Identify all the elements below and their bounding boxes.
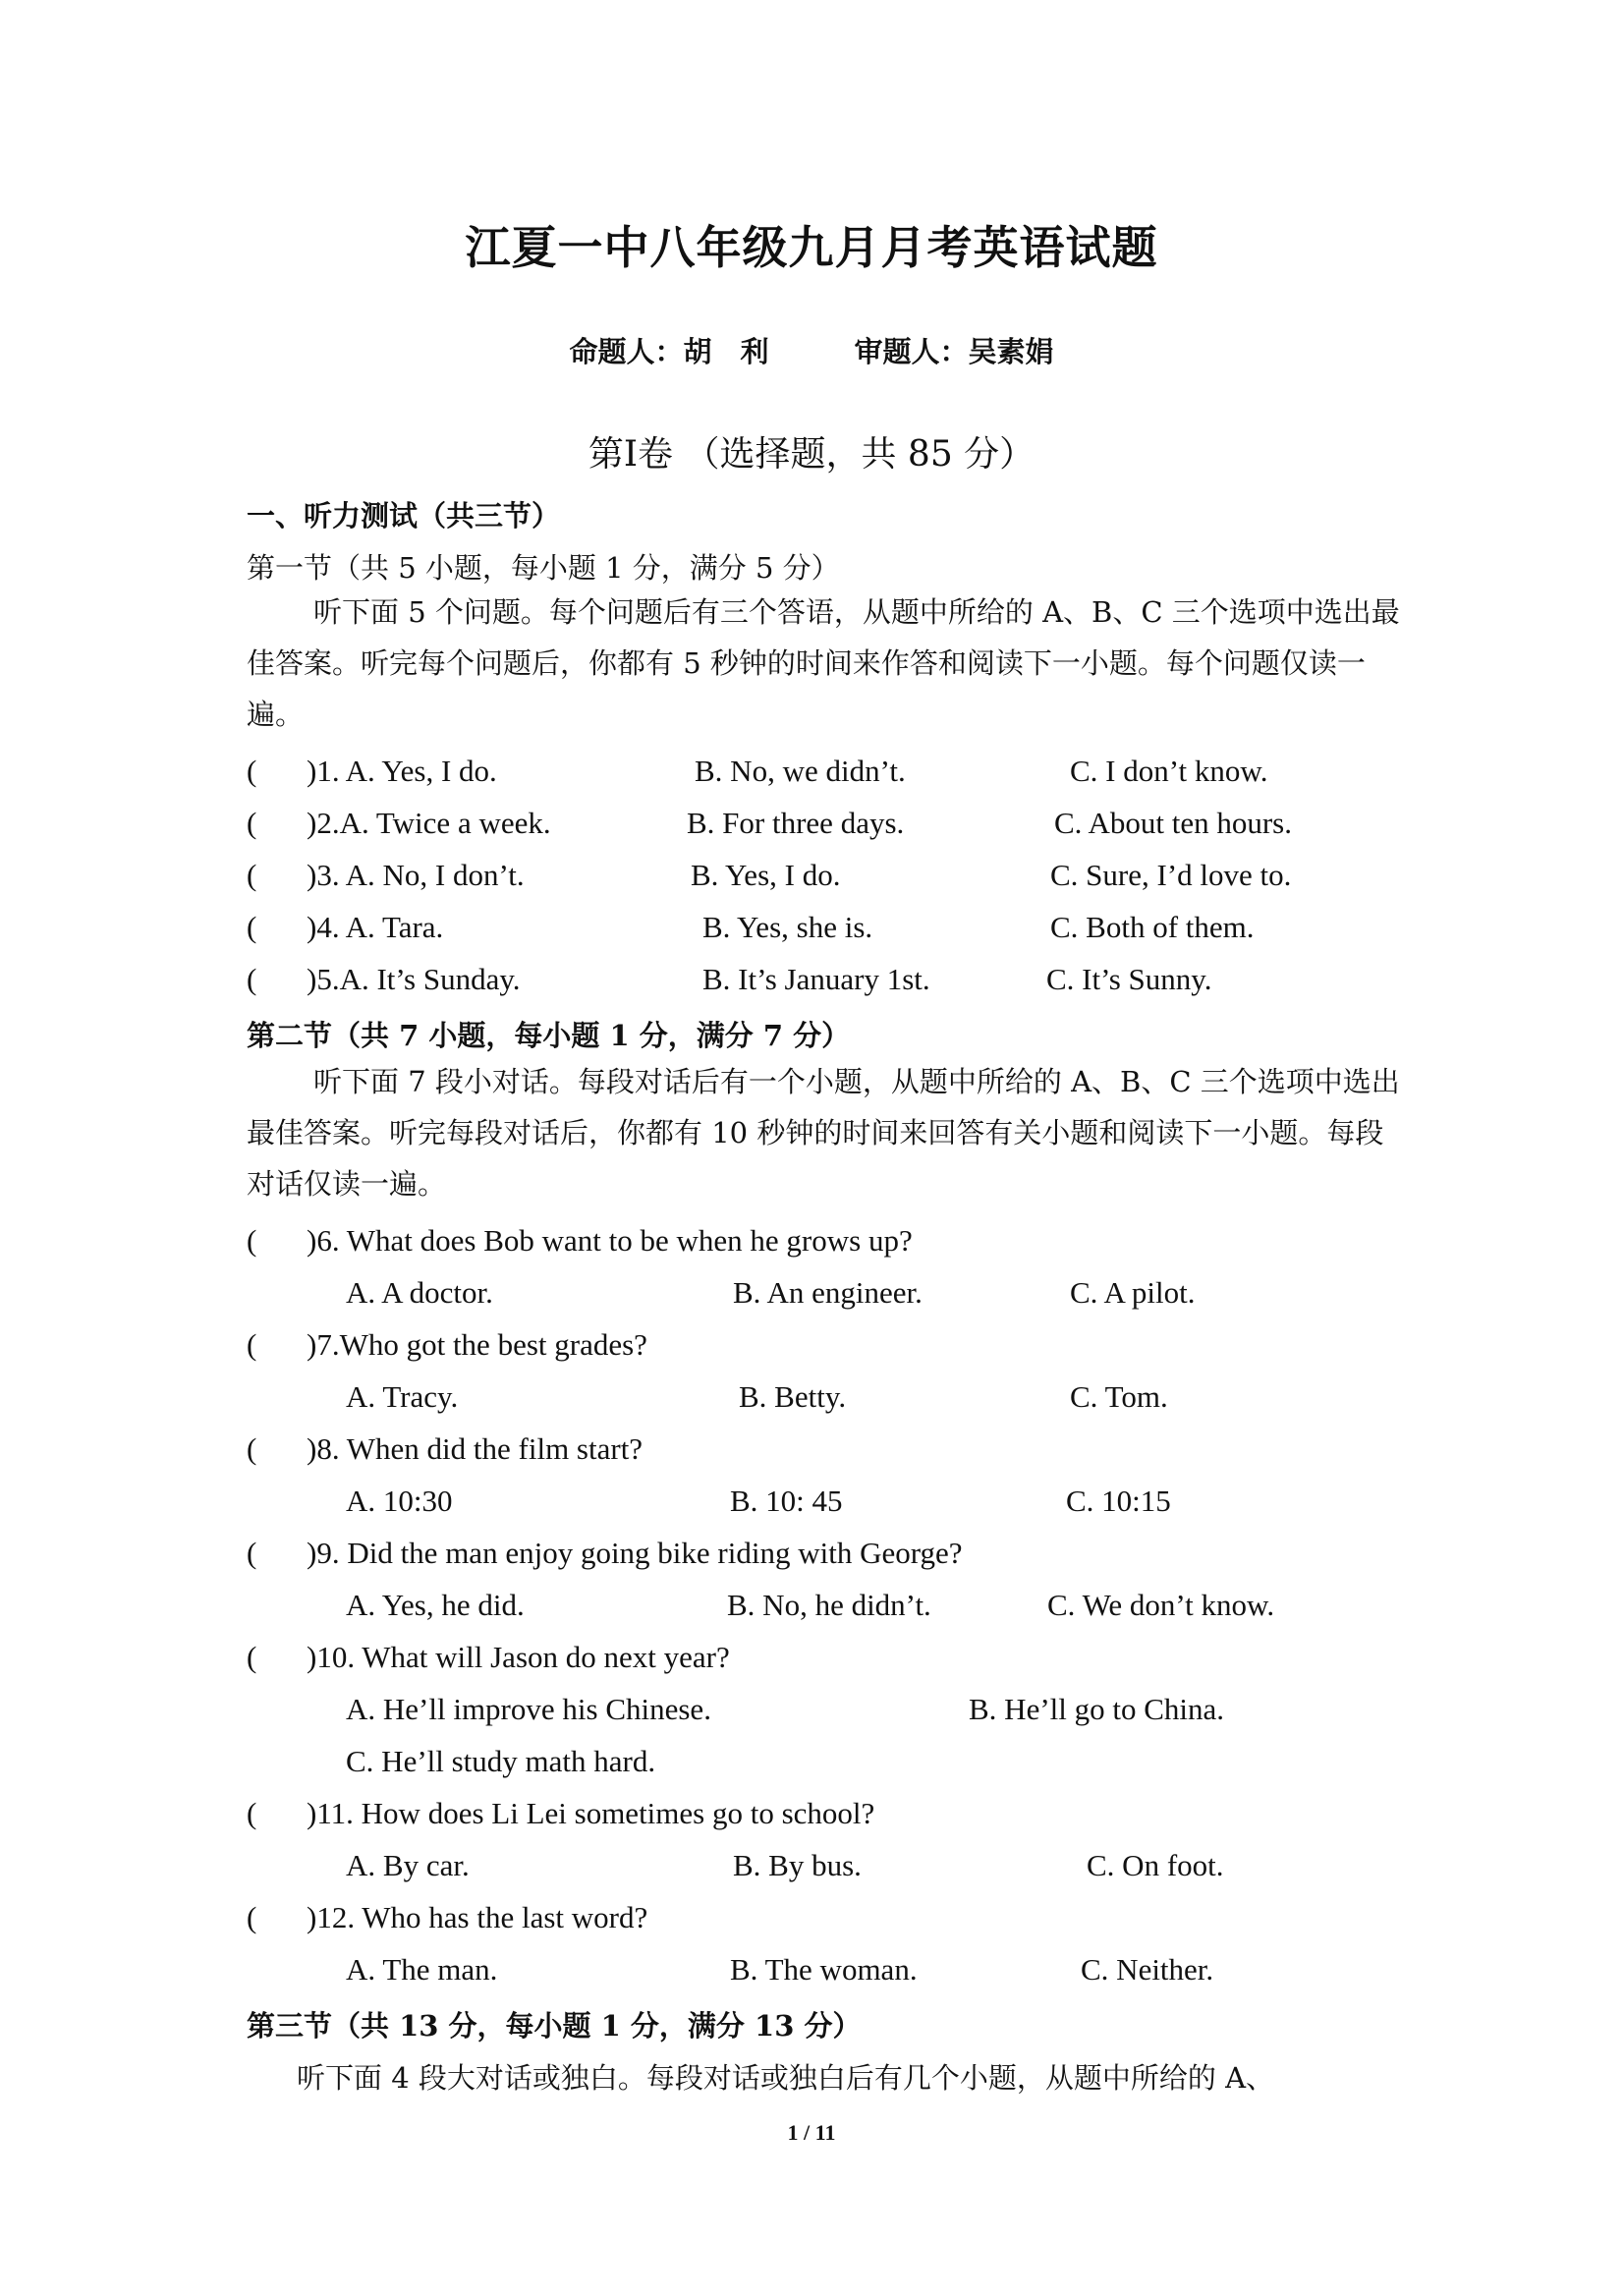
option-c: C. Sure, I’d love to. (1050, 858, 1292, 892)
option-a: A. 10:30 (346, 1484, 453, 1518)
section2-heading: 第二节（共 7 小题，每小题 1 分，满分 7 分） (247, 1019, 851, 1052)
section3-instructions: 听下面 4 段大对话或独白。每段对话或独白后有几个小题，从题中所给的 A、 (297, 2061, 1275, 2095)
option-b: B. No, we didn’t. (695, 754, 906, 788)
answer-bracket[interactable]: ( (247, 1431, 257, 1466)
question-stem: )9. Did the man enjoy going bike riding with George? (307, 1536, 963, 1570)
option-b: B. For three days. (687, 806, 905, 840)
section1-instructions (247, 587, 1401, 740)
option-c: C. On foot. (1087, 1848, 1224, 1882)
section3-heading: 第三节（共 13 分，每小题 1 分，满分 13 分） (247, 2009, 862, 2043)
volume-heading: 第Ⅰ卷 （选择题，共 85 分） (588, 434, 1035, 475)
option-a: A. Tracy. (346, 1379, 459, 1414)
option-c: C. Both of them. (1050, 910, 1255, 944)
option-b: B. The woman. (730, 1952, 918, 1987)
option-b: B. He’ll go to China. (969, 1692, 1225, 1726)
answer-bracket[interactable]: ( (247, 1796, 257, 1830)
option-b: B. It’s January 1st. (702, 962, 930, 996)
question-stem: )1. A. Yes, I do. (307, 754, 497, 788)
section1-heading: 第一节（共 5 小题，每小题 1 分，满分 5 分） (247, 551, 840, 585)
question-stem: )5.A. It’s Sunday. (307, 962, 521, 996)
question-stem: )6. What does Bob want to be when he grows up? (307, 1223, 913, 1258)
option-b: B. An engineer. (733, 1275, 923, 1310)
question-stem: )2.A. Twice a week. (307, 806, 551, 840)
option-c: C. I don’t know. (1070, 754, 1268, 788)
page-number: 1 / 11 (787, 2120, 836, 2145)
section2-instructions-text: 听下面 7 段小对话。每段对话后有一个小题，从题中所给的 A、B、C 三个选项中选出最佳答案。听完每段对话后，你都有 10 秒钟的时间来回答有关小题和阅读下一小题。每段对话仅读一遍。 (247, 1065, 1400, 1201)
option-a: A. He’ll improve his Chinese. (346, 1692, 711, 1726)
exam-authors: 命题人：胡 利 审题人：吴素娟 (569, 335, 1054, 368)
answer-bracket[interactable]: ( (247, 806, 257, 840)
answer-bracket[interactable]: ( (247, 754, 257, 788)
question-stem: )11. How does Li Lei sometimes go to school? (307, 1796, 875, 1830)
option-b: B. By bus. (733, 1848, 862, 1882)
answer-bracket[interactable]: ( (247, 910, 257, 944)
exam-title: 江夏一中八年级九月月考英语试题 (465, 221, 1158, 274)
option-b: B. Betty. (739, 1379, 847, 1414)
question-stem: )4. A. Tara. (307, 910, 444, 944)
question-stem: )8. When did the film start? (307, 1431, 644, 1466)
part-heading-listening: 一、听力测试（共三节） (247, 499, 561, 532)
question-stem: )7.Who got the best grades? (307, 1327, 647, 1362)
option-c: C. He’ll study math hard. (346, 1744, 656, 1778)
answer-bracket[interactable]: ( (247, 1327, 257, 1362)
answer-bracket[interactable]: ( (247, 858, 257, 892)
question-stem: )10. What will Jason do next year? (307, 1640, 730, 1674)
section2-instructions (247, 1056, 1401, 1209)
answer-bracket[interactable]: ( (247, 1900, 257, 1934)
option-a: A. Yes, he did. (346, 1588, 525, 1622)
option-c: C. We don’t know. (1047, 1588, 1275, 1622)
option-c: C. 10:15 (1066, 1484, 1171, 1518)
answer-bracket[interactable]: ( (247, 1536, 257, 1570)
option-c: C. It’s Sunny. (1046, 962, 1212, 996)
answer-bracket[interactable]: ( (247, 962, 257, 996)
section1-instructions-text: 听下面 5 个问题。每个问题后有三个答语，从题中所给的 A、B、C 三个选项中选出最佳答案。听完每个问题后，你都有 5 秒钟的时间来作答和阅读下一小题。每个问题仅读一遍。 (247, 595, 1400, 731)
option-b: B. No, he didn’t. (727, 1588, 931, 1622)
option-c: C. A pilot. (1070, 1275, 1196, 1310)
option-b: B. Yes, I do. (691, 858, 841, 892)
answer-bracket[interactable]: ( (247, 1223, 257, 1258)
option-a: A. By car. (346, 1848, 470, 1882)
option-b: B. Yes, she is. (702, 910, 873, 944)
option-c: C. Neither. (1081, 1952, 1214, 1987)
question-stem: )12. Who has the last word? (307, 1900, 648, 1934)
question-stem: )3. A. No, I don’t. (307, 858, 525, 892)
answer-bracket[interactable]: ( (247, 1640, 257, 1674)
option-a: A. A doctor. (346, 1275, 493, 1310)
option-b: B. 10: 45 (730, 1484, 843, 1518)
option-a: A. The man. (346, 1952, 498, 1987)
option-c: C. Tom. (1070, 1379, 1168, 1414)
option-c: C. About ten hours. (1054, 806, 1292, 840)
